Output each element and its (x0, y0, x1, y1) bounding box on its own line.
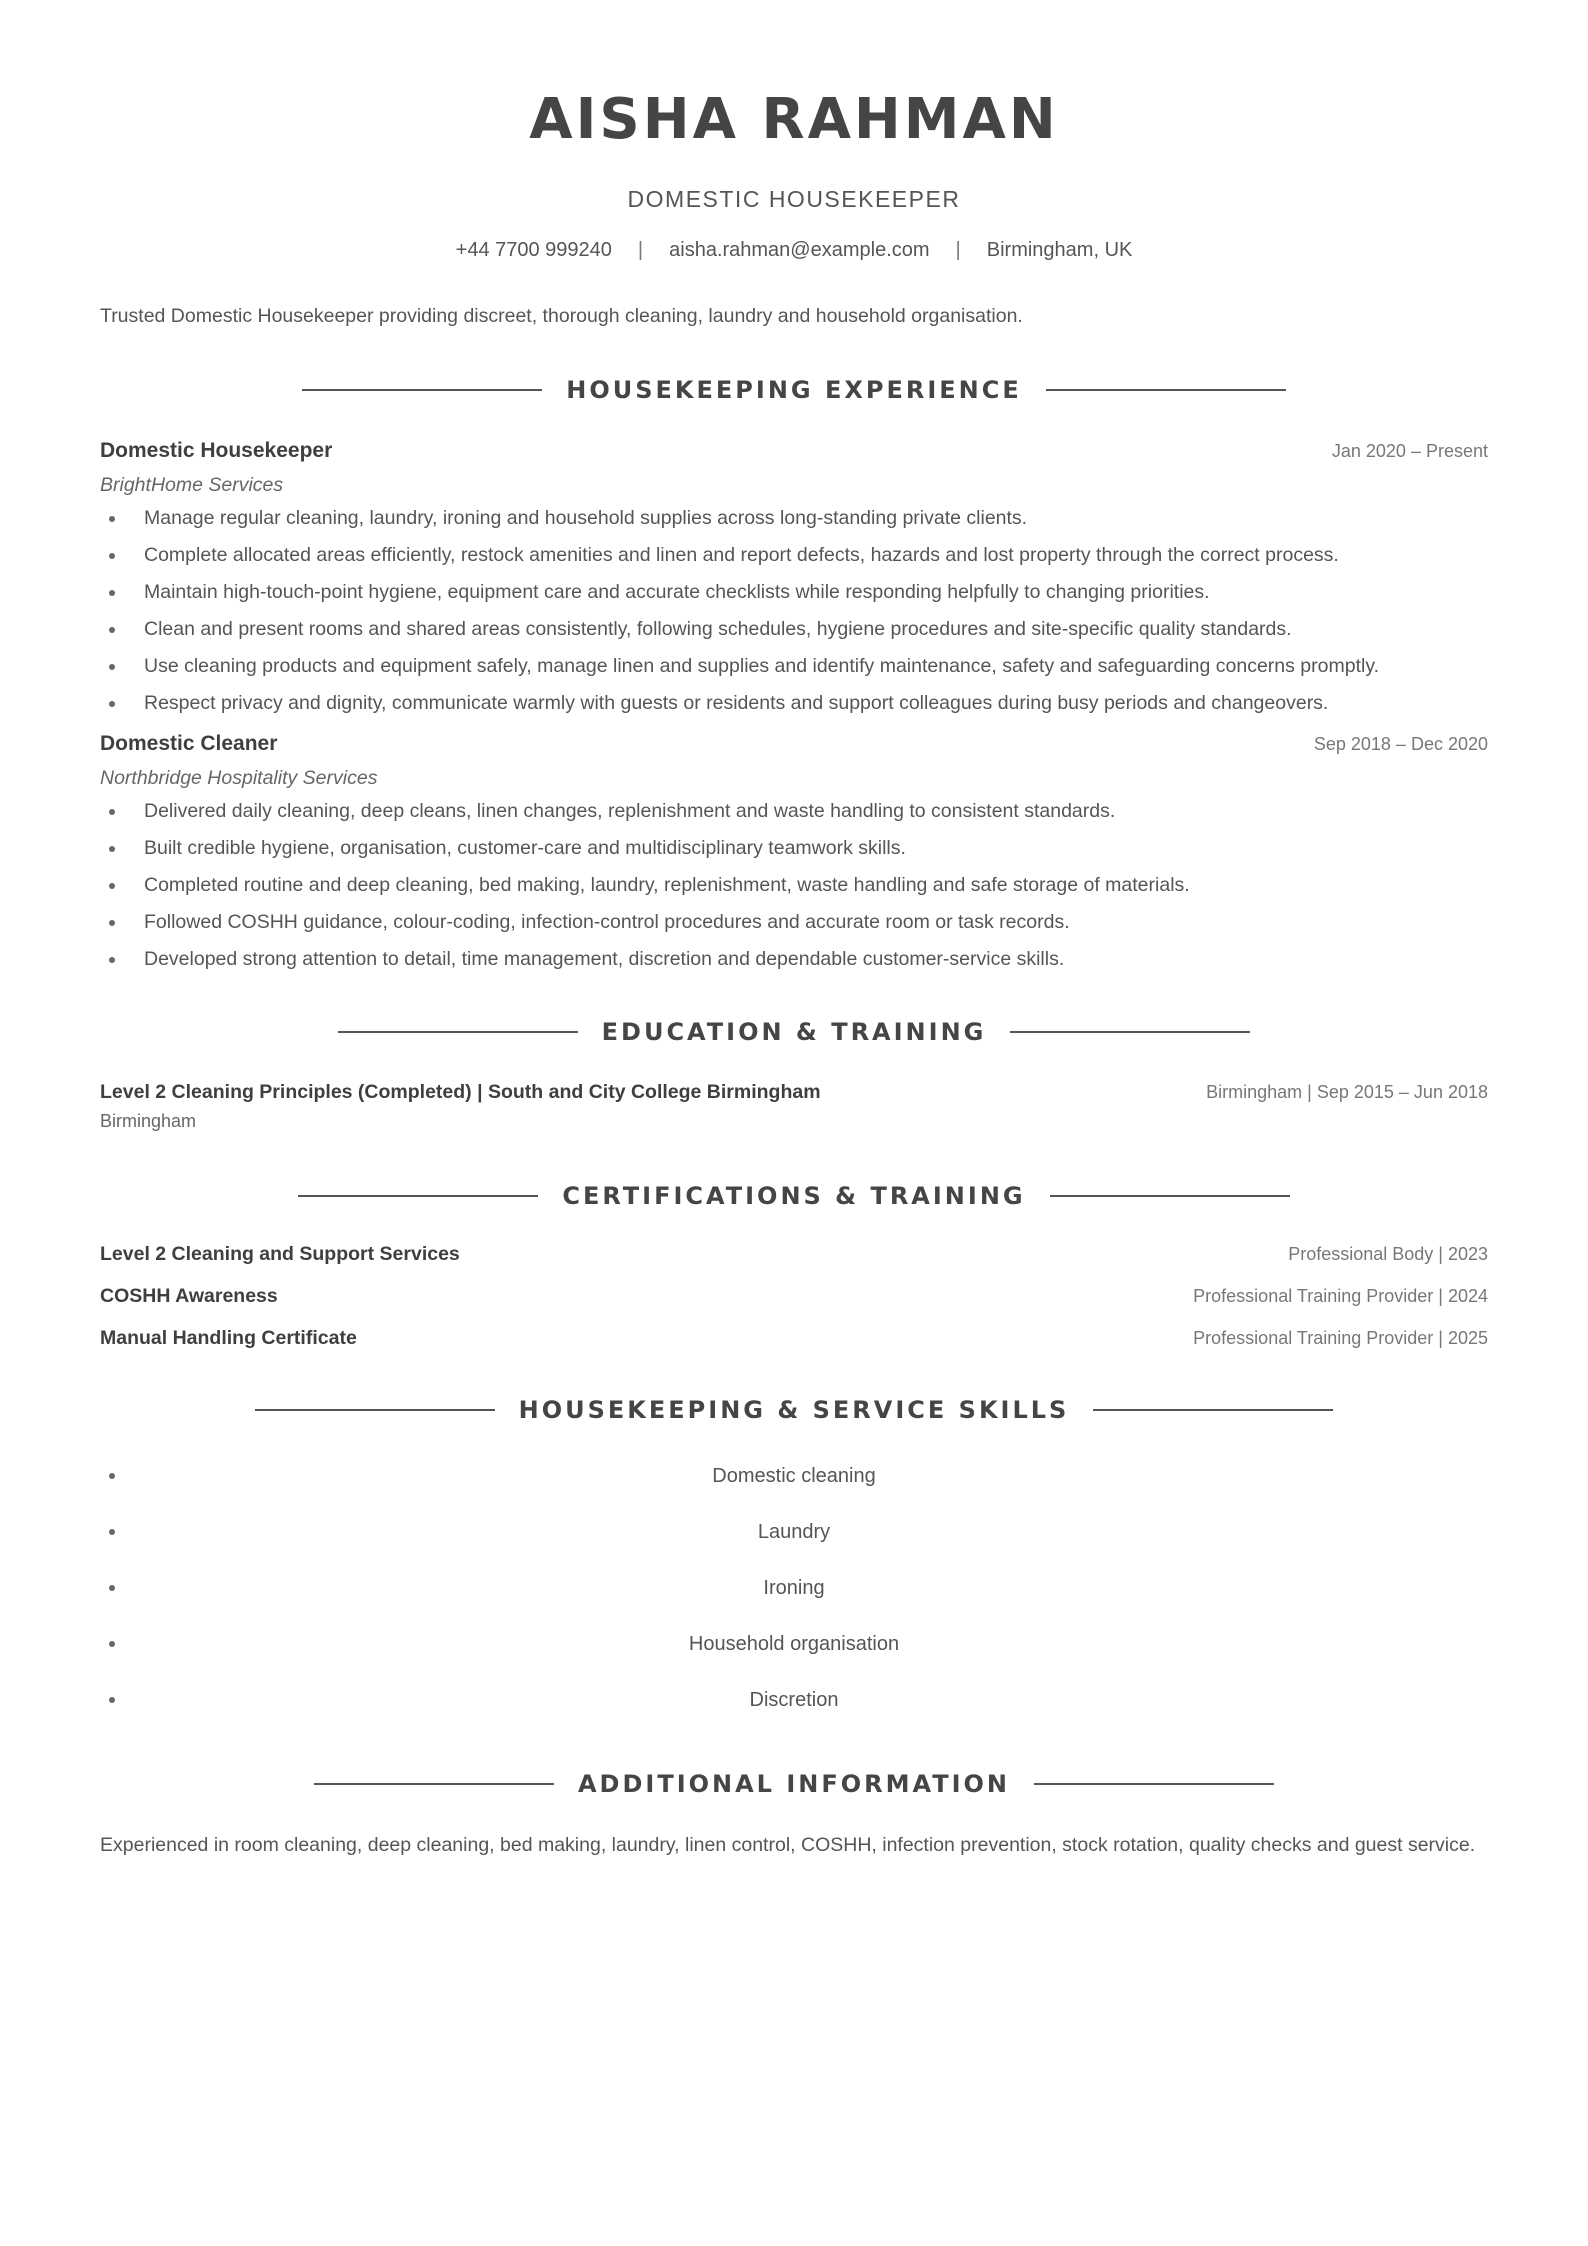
resume-header (100, 0, 1488, 264)
certification-item (100, 1324, 1488, 1366)
job-entry (100, 729, 1488, 972)
job-title: Domestic Housekeeper (100, 439, 333, 462)
section-rule (1010, 1031, 1250, 1033)
list-item: Clean and present rooms and shared areas consistently, following schedules, hygiene procedures and site-specific quality standards. (100, 616, 1488, 642)
contact-separator: | (637, 239, 644, 261)
education-header (100, 1078, 1488, 1106)
section-label: HOUSEKEEPING & SERVICE SKILLS (518, 1396, 1070, 1424)
certification-item (100, 1240, 1488, 1282)
list-item: Developed strong attention to detail, time management, discretion and dependable customer-service skills. (100, 946, 1488, 972)
education-location: Birmingham (100, 1111, 197, 1131)
section-rule (1050, 1195, 1290, 1197)
job-header (100, 729, 1488, 759)
section-title-experience (100, 374, 1488, 406)
section-label: ADDITIONAL INFORMATION (577, 1770, 1011, 1798)
list-item: Use cleaning products and equipment safely, manage linen and supplies and identify maintenance, safety and safeguarding concerns promptly. (100, 653, 1488, 679)
section-rule (298, 1195, 538, 1197)
candidate-role: DOMESTIC HOUSEKEEPER (627, 186, 961, 212)
certification-meta: Professional Training Provider | 2025 (1193, 1328, 1488, 1348)
section-label: CERTIFICATIONS & TRAINING (562, 1182, 1026, 1210)
section-rule (314, 1783, 554, 1785)
list-item: Laundry (100, 1518, 1488, 1574)
section-rule (1093, 1409, 1333, 1411)
list-item: Completed routine and deep cleaning, bed making, laundry, replenishment, waste handling and safe storage of materials. (100, 872, 1488, 898)
list-item: Household organisation (100, 1630, 1488, 1686)
job-header (100, 436, 1488, 466)
section-title-additional (100, 1768, 1488, 1800)
contact-email: aisha.rahman@example.com (669, 239, 930, 261)
section-rule (255, 1409, 495, 1411)
section-title-certifications (100, 1180, 1488, 1212)
section-rule (1034, 1783, 1274, 1785)
professional-summary: Trusted Domestic Housekeeper providing discreet, thorough cleaning, laundry and household organisation. (100, 305, 1023, 327)
section-title-skills (100, 1394, 1488, 1426)
education-title: Level 2 Cleaning Principles (Completed) | South and City College Birmingham (100, 1081, 821, 1103)
job-company: Northbridge Hospitality Services (100, 767, 378, 789)
certification-meta: Professional Body | 2023 (1288, 1244, 1488, 1264)
certification-item (100, 1282, 1488, 1324)
contact-line (100, 236, 1488, 264)
list-item: Complete allocated areas efficiently, restock amenities and linen and report defects, hazards and lost property through the correct process. (100, 542, 1488, 568)
contact-separator: | (955, 239, 961, 261)
section-rule (302, 389, 542, 391)
job-title: Domestic Cleaner (100, 732, 278, 755)
list-item: Built credible hygiene, organisation, customer-care and multidisciplinary teamwork skills. (100, 835, 1488, 861)
job-bullets (100, 505, 1488, 716)
certification-list (100, 1240, 1488, 1366)
section-rule (1046, 389, 1286, 391)
list-item: Discretion (100, 1686, 1488, 1742)
list-item: Delivered daily cleaning, deep cleans, linen changes, replenishment and waste handling to consistent standards. (100, 798, 1488, 824)
education-entry (100, 1078, 1488, 1134)
job-entry (100, 436, 1488, 716)
list-item: Domestic cleaning (100, 1462, 1488, 1518)
candidate-name: AISHA RAHMAN (529, 87, 1059, 152)
certification-meta: Professional Training Provider | 2024 (1193, 1286, 1488, 1306)
job-dates: Jan 2020 – Present (1331, 441, 1488, 461)
certification-name: COSHH Awareness (100, 1285, 278, 1307)
job-bullets (100, 798, 1488, 972)
section-rule (338, 1031, 578, 1033)
list-item: Respect privacy and dignity, communicate warmly with guests or residents and support colleagues during busy periods and changeovers. (100, 690, 1488, 716)
certification-name: Level 2 Cleaning and Support Services (100, 1243, 460, 1265)
skills-list (100, 1462, 1488, 1742)
section-label: HOUSEKEEPING EXPERIENCE (566, 376, 1022, 404)
contact-phone: +44 7700 999240 (455, 239, 612, 261)
job-company: BrightHome Services (100, 474, 284, 496)
list-item: Manage regular cleaning, laundry, ironing and household supplies across long-standing private clients. (100, 505, 1488, 531)
list-item: Ironing (100, 1574, 1488, 1630)
list-item: Followed COSHH guidance, colour-coding, infection-control procedures and accurate room or task records. (100, 909, 1488, 935)
section-title-education (100, 1016, 1488, 1048)
additional-information-text: Experienced in room cleaning, deep cleaning, bed making, laundry, linen control, COSHH, infection prevention, stock rotation, quality checks and guest service. (100, 1834, 1476, 1856)
certification-name: Manual Handling Certificate (100, 1327, 357, 1349)
education-meta: Birmingham | Sep 2015 – Jun 2018 (1206, 1082, 1488, 1102)
list-item: Maintain high-touch-point hygiene, equipment care and accurate checklists while responding helpfully to changing priorities. (100, 579, 1488, 605)
job-dates: Sep 2018 – Dec 2020 (1313, 734, 1488, 754)
contact-location: Birmingham, UK (986, 239, 1133, 261)
section-label: EDUCATION & TRAINING (601, 1018, 987, 1046)
